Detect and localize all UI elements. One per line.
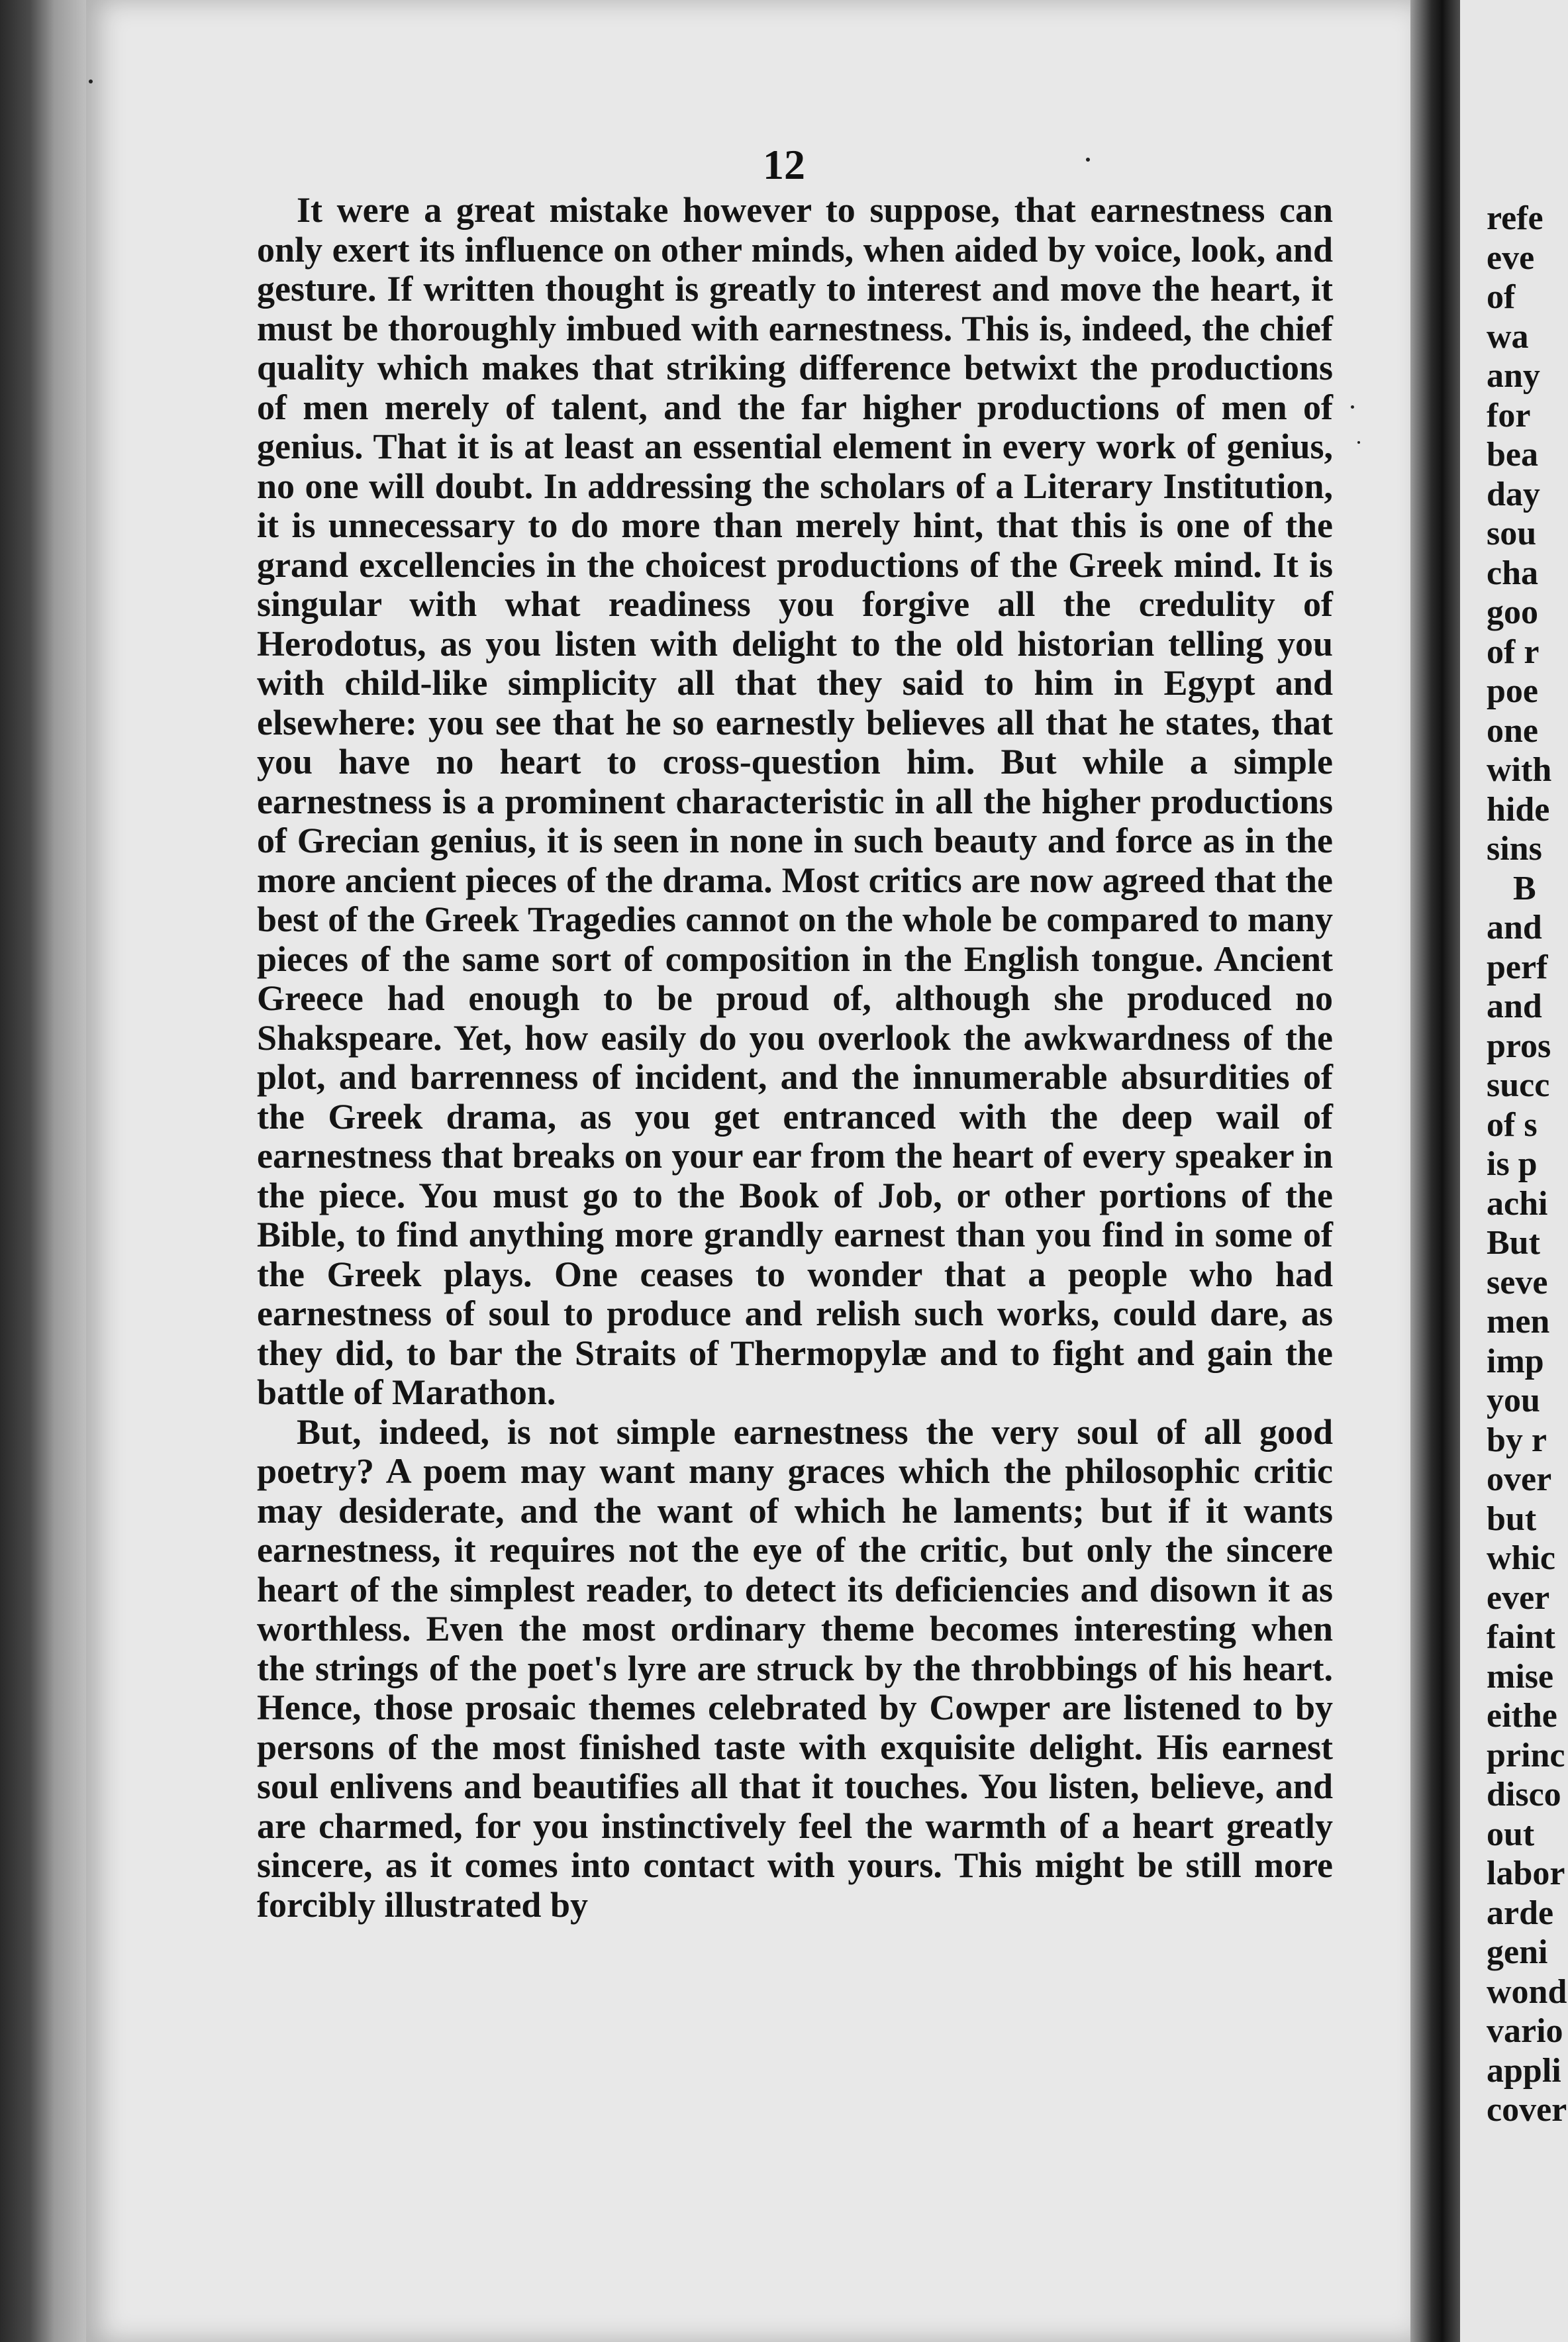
facing-page-fragment: cha bbox=[1487, 554, 1538, 592]
facing-page-fragment: cover bbox=[1487, 2091, 1567, 2129]
facing-page-fragment: perf bbox=[1487, 948, 1548, 986]
facing-page-fragment: faint bbox=[1487, 1618, 1555, 1656]
left-page-edge bbox=[0, 0, 99, 2342]
facing-page-fragment: geni bbox=[1487, 1933, 1548, 1971]
facing-page-fragment: of s bbox=[1487, 1105, 1538, 1144]
facing-page-fragment: eve bbox=[1487, 238, 1535, 277]
facing-page-fragment: out bbox=[1487, 1815, 1535, 1853]
facing-page-fragment: princ bbox=[1487, 1736, 1565, 1774]
facing-page-fragment: vario bbox=[1487, 2012, 1563, 2050]
facing-page-fragment: and bbox=[1487, 988, 1542, 1025]
facing-page-fragment: whic bbox=[1487, 1539, 1555, 1577]
facing-page-fragment: goo bbox=[1487, 593, 1538, 631]
facing-page-fragment: one bbox=[1487, 711, 1538, 750]
facing-page-fragment: bea bbox=[1487, 436, 1538, 474]
facing-page-text-fragments bbox=[1487, 199, 1567, 2130]
facing-page-fragment: any bbox=[1487, 357, 1540, 395]
paragraph-1: It were a great mistake however to suppose, that earnestness can only exert its influence on other minds, when aided by voice, look, and gesture. If written thought is greatly to interest and move the heart, it must be thoroughly imbued with earnestness. This is, indeed, the chief quality which makes that striking difference betwixt the productions of men merely of talent, and the far higher productions of men of genius. That it is at least an essential element in every work of genius, no one will doubt. In addressing the scholars of a Literary Institution, it is unnecessary to do more than merely hint, that this is one of the grand excellencies in the choicest productions of the Greek mind. It is singular with what readiness you forgive all the credulity of Herodotus, as you listen with delight to the old historian telling you with child-like simplicity all that they said to him in Egypt and elsewhere: you see that he so earnestly believes all that he states, that you have no heart to cross-question him. But while a simple earnestness is a prominent characteristic in all the higher productions of Grecian genius, it is seen in none in such beauty and force as in the more ancient pieces of the drama. Most critics are now agreed that the best of the Greek Tragedies cannot on the whole be compared to many pieces of the same sort of composition in the English tongue. Ancient Greece had enough to be proud of, although she produced no Shakspeare. Yet, how easily do you overlook the awkwardness of the plot, and barrenness of incident, and the innumerable absurdities of the Greek drama, as you get entranced with the deep wail of earnestness that breaks on your ear from the heart of every speaker in the piece. You must go to the Book of Job, or other portions of the Bible, to find anything more grandly earnest than you find in some of the Greek plays. One ceases to wonder that a people who had earnestness of soul to produce and relish such works, could dare, as they did, to bar the Straits of Thermopylæ and to fight and gain the battle of Marathon. bbox=[257, 190, 1333, 1412]
facing-page-fragment: men bbox=[1487, 1303, 1550, 1341]
facing-page-fragment: imp bbox=[1487, 1342, 1544, 1380]
facing-page-fragment: for bbox=[1487, 396, 1531, 434]
facing-page-fragment: disco bbox=[1487, 1776, 1561, 1813]
page-speck bbox=[1351, 405, 1354, 409]
page-speck bbox=[89, 79, 93, 83]
facing-page-fragment: of bbox=[1487, 278, 1516, 316]
facing-page-fragment: pros bbox=[1487, 1027, 1551, 1065]
facing-page-fragment: poe bbox=[1487, 672, 1538, 710]
facing-page-fragment: over bbox=[1487, 1460, 1552, 1498]
facing-page-fragment: sou bbox=[1487, 515, 1537, 552]
facing-page-fragment: succ bbox=[1487, 1066, 1550, 1104]
facing-page-fragment: seve bbox=[1487, 1263, 1548, 1301]
facing-page-fragment: but bbox=[1487, 1500, 1537, 1538]
facing-page-fragment: B bbox=[1513, 869, 1536, 907]
page-speck bbox=[1086, 158, 1090, 162]
facing-page-fragment: of r bbox=[1487, 633, 1540, 671]
facing-page-fragment: mise bbox=[1487, 1657, 1554, 1696]
facing-page-fragment: day bbox=[1487, 475, 1540, 513]
page-number: 12 bbox=[763, 141, 805, 188]
facing-page-fragment: ever bbox=[1487, 1578, 1550, 1617]
facing-page-fragment: arde bbox=[1487, 1894, 1554, 1932]
page-speck bbox=[1357, 441, 1360, 444]
facing-page-fragment: wond bbox=[1487, 1972, 1567, 2011]
facing-page-fragment: and bbox=[1487, 909, 1542, 946]
facing-page-fragment: hide bbox=[1487, 790, 1550, 829]
facing-page-fragment: refe bbox=[1487, 199, 1544, 237]
facing-page-fragment: sins bbox=[1487, 830, 1542, 868]
facing-page-fragment: with bbox=[1487, 751, 1552, 789]
book-gutter bbox=[1410, 0, 1463, 2342]
text-column bbox=[257, 191, 1333, 1925]
facing-page-fragment: achi bbox=[1487, 1184, 1548, 1223]
facing-page-fragment: appli bbox=[1487, 2051, 1561, 2090]
facing-page-fragment: labor bbox=[1487, 1855, 1565, 1892]
facing-page-fragment: you bbox=[1487, 1382, 1540, 1419]
facing-page-fragment: But bbox=[1487, 1224, 1540, 1262]
paragraph-2: But, indeed, is not simple earnestness the very soul of all good poetry? A poem may want many graces which the philosophic critic may desiderate, and the want of which he laments; but if it wants earnestness, it requires not the eye of the critic, but only the sincere heart of the simplest reader, to detect its deficiencies and disown it as worthless. Even the most ordinary theme becomes interesting when the strings of the poet's lyre are struck by the throbbings of his heart. Hence, those prosaic themes celebrated by Cowper are listened to by persons of the most finished taste with exquisite delight. His earnest soul enlivens and beautifies all that it touches. You listen, believe, and are charmed, for you instinctively feel the warmth of a heart greatly sincere, as it comes into contact with yours. This might be still more forcibly illustrated by bbox=[257, 1411, 1333, 1925]
facing-page-fragment: eithe bbox=[1487, 1697, 1557, 1735]
facing-page-fragment: is p bbox=[1487, 1145, 1538, 1183]
facing-page-fragment: by r bbox=[1487, 1421, 1547, 1459]
facing-page-fragment: wa bbox=[1487, 317, 1529, 356]
